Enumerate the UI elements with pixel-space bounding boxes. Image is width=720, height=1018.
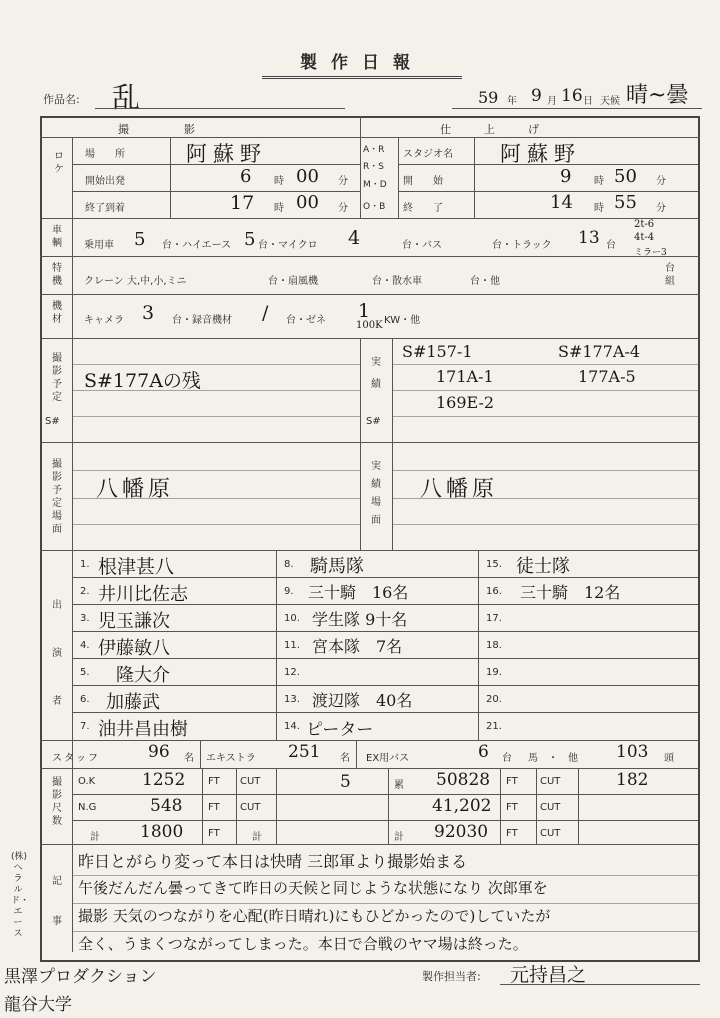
generator-sub: 100K — [356, 320, 383, 331]
code-ob: O・B — [363, 202, 386, 212]
cast-no: 17. — [486, 613, 502, 624]
scene-actual-3: 169E-2 — [436, 393, 495, 412]
scene-actual-label: 実績 — [371, 357, 381, 390]
fan-label: 台・扇風機 — [268, 276, 318, 287]
ok-ft: FT — [208, 776, 220, 787]
vehicles-label: 車輌 — [52, 225, 62, 249]
cast-name: 学生隊 9十名 — [312, 610, 408, 629]
finish-end-hour: 14 — [550, 192, 573, 213]
location-plan-value: 八幡原 — [96, 477, 175, 502]
date-year-unit: 年 — [507, 96, 517, 107]
cum-ft-1: FT — [506, 776, 518, 787]
notes-line: 撮影 天気のつながりを心配(昨日晴れ)にもひどかったので)していたが — [78, 907, 551, 925]
cum-cut-2: CUT — [540, 802, 561, 813]
ok-label: O.K — [78, 776, 96, 787]
cast-no: 10. — [284, 613, 300, 624]
scene-plan-label: 撮影予定 — [52, 353, 62, 403]
cast-name: 井川比佐志 — [98, 584, 188, 605]
camera-value: 3 — [142, 302, 155, 324]
ex-bus-value: 6 — [478, 742, 489, 762]
location-plan-label: 撮影予定場面 — [52, 459, 62, 535]
weather-label: 天候 — [600, 96, 620, 107]
cast-name: 油井昌由樹 — [98, 719, 188, 740]
shooting-header: 撮 影 — [118, 123, 195, 136]
staff-unit: 名 — [184, 753, 194, 764]
location-actual-value: 八幡原 — [420, 477, 499, 502]
extra-label: エキストラ — [206, 753, 256, 764]
micro-value: 4 — [348, 227, 361, 249]
finish-start-hour-unit: 時 — [594, 176, 604, 187]
code-rs: R・S — [363, 162, 384, 172]
depart-min: 00 — [296, 166, 319, 187]
cast-no: 3. — [80, 613, 90, 624]
date-underline — [452, 108, 702, 109]
cast-no: 7. — [80, 721, 90, 732]
studio-value: 阿蘇野 — [500, 142, 581, 166]
special-right-label: 台組 — [665, 263, 675, 287]
cast-no: 21. — [486, 721, 502, 732]
total-value: 1800 — [140, 822, 184, 842]
producer-label: 製作担当者: — [422, 970, 481, 983]
cast-no: 4. — [80, 640, 90, 651]
notes-line: 全く、うまくつながってしまった。本日で合戦のヤマ場は終った。 — [78, 935, 528, 953]
cum-total-label: 計 — [394, 832, 404, 843]
company-stamp: (株)ヘラルド・エース — [11, 852, 30, 939]
code-ar: A・R — [363, 145, 385, 155]
scene-actual-5: 177A-5 — [578, 367, 636, 386]
cast-name: 加藤武 — [106, 692, 160, 713]
footage-label: 撮影尺数 — [52, 777, 62, 827]
date-day: 16 — [561, 86, 583, 106]
ng-ft: FT — [208, 802, 220, 813]
crane-label: クレーン 大,中,小,ミニ — [84, 276, 187, 287]
work-title-value: 乱 — [112, 81, 141, 114]
cast-no: 12. — [284, 667, 300, 678]
finish-end-hour-unit: 時 — [594, 203, 604, 214]
finish-end-min-unit: 分 — [656, 203, 666, 214]
scene-actual-2: 171A-1 — [436, 367, 494, 386]
vehicle-note-3: ミラー3 — [634, 248, 667, 258]
cast-no: 6. — [80, 694, 90, 705]
ok-cut-value: 5 — [340, 772, 351, 792]
horse-unit: 頭 — [664, 753, 674, 764]
cast-name: 三十騎 16名 — [308, 583, 409, 602]
code-md: M・D — [363, 180, 387, 190]
watermark-university: 龍谷大学 — [4, 995, 72, 1015]
truck-label: 台・トラック — [492, 240, 552, 251]
extra-value: 251 — [288, 742, 321, 762]
vehicle-note-2: 4t-4 — [634, 232, 655, 243]
cast-no: 14. — [284, 721, 300, 732]
cast-no: 16. — [486, 586, 502, 597]
finish-start-label: 開 始 — [403, 176, 443, 187]
cast-name: ピーター — [306, 720, 374, 740]
cast-name: 児玉謙次 — [98, 611, 170, 632]
notes-label: 記事 — [52, 876, 62, 927]
camera-label: キャメラ — [84, 315, 124, 326]
scene-actual-s-label: S# — [366, 416, 381, 427]
notes-line: 午後だんだん曇ってきて昨日の天候と同じような状態になり 次郎軍を — [78, 879, 548, 897]
ok-cut: CUT — [240, 776, 261, 787]
cast-no: 9. — [284, 586, 294, 597]
staff-label: スタッフ — [52, 753, 100, 764]
car-value: 5 — [134, 229, 146, 250]
work-title-label: 作品名: — [43, 93, 80, 106]
work-title-underline — [95, 108, 345, 109]
hiace-label: 台・ハイエース — [162, 240, 232, 251]
depart-min-unit: 分 — [338, 176, 348, 187]
cast-no: 1. — [80, 559, 90, 570]
ng-value: 548 — [150, 796, 183, 816]
cast-no: 20. — [486, 694, 502, 705]
cumulative-label: 累 — [394, 780, 404, 791]
bus-label: 台・バス — [402, 240, 442, 251]
cast-no: 2. — [80, 586, 90, 597]
scene-actual-1: S#157-1 — [402, 342, 473, 361]
finish-end-label: 終 了 — [403, 203, 443, 214]
finishing-header: 仕 上 げ — [440, 123, 539, 136]
date-day-unit: 日 — [583, 96, 593, 107]
staff-value: 96 — [148, 742, 170, 762]
cumulative-1: 50828 — [436, 770, 491, 790]
ok-value: 1252 — [142, 770, 186, 790]
hiace-value: 5 — [244, 229, 256, 250]
recorder-value: / — [262, 302, 269, 324]
ex-bus-label: EX用バス — [366, 753, 410, 764]
truck-unit: 台 — [606, 240, 616, 251]
finish-start-hour: 9 — [560, 166, 572, 187]
scene-actual-4: S#177A-4 — [558, 342, 641, 361]
special-label: 特機 — [52, 263, 62, 287]
horse-value: 103 — [616, 742, 649, 762]
cast-label: 出演者 — [52, 600, 62, 707]
cast-no: 5. — [80, 667, 90, 678]
total-label: 計 — [90, 832, 100, 843]
cast-name: 根津甚八 — [98, 556, 175, 578]
arrive-min-unit: 分 — [338, 203, 348, 214]
cast-name: 宮本隊 7名 — [312, 637, 403, 656]
cast-no: 11. — [284, 640, 300, 651]
ex-bus-unit: 台 — [502, 753, 512, 764]
place-label: 場 所 — [85, 149, 125, 160]
extra-unit: 名 — [340, 753, 350, 764]
cast-name: 渡辺隊 40名 — [312, 691, 413, 710]
cast-name: 騎馬隊 — [310, 556, 364, 577]
generator-value: 1 — [358, 300, 371, 322]
studio-label: スタジオ名 — [403, 149, 453, 160]
location-actual-label: 実績場面 — [371, 461, 381, 526]
cast-name: 徒士隊 — [516, 556, 570, 577]
cumulative-cut: 182 — [616, 770, 649, 790]
cast-name: 三十騎 12名 — [520, 583, 621, 602]
cast-no: 18. — [486, 640, 502, 651]
truck-value: 13 — [578, 228, 600, 248]
cast-name: 伊藤敏八 — [98, 638, 170, 659]
arrive-hour: 17 — [230, 192, 255, 214]
date-month: 9 — [531, 86, 542, 106]
vehicle-note-1: 2t-6 — [634, 219, 655, 230]
depart-hour-unit: 時 — [274, 176, 284, 187]
cum-cut-3: CUT — [540, 828, 561, 839]
depart-label: 開始出発 — [85, 176, 125, 187]
kw-label: KW・他 — [384, 315, 421, 326]
arrive-label: 終了到着 — [85, 203, 125, 214]
cast-name: 隆大介 — [116, 665, 170, 686]
cum-ft-2: FT — [506, 802, 518, 813]
scene-plan-value: S#177Aの残 — [84, 370, 201, 392]
cum-ft-3: FT — [506, 828, 518, 839]
place-value: 阿蘇野 — [186, 142, 267, 166]
generator-label: 台・ゼネ — [286, 315, 326, 326]
cumulative-3: 92030 — [434, 822, 489, 842]
watermark-production: 黒澤プロダクション — [4, 967, 157, 987]
finish-start-min: 50 — [614, 166, 637, 187]
cast-no: 15. — [486, 559, 502, 570]
other-label: 台・他 — [470, 276, 500, 287]
date-year: 59 — [478, 88, 499, 107]
cast-no: 19. — [486, 667, 502, 678]
date-month-unit: 月 — [547, 96, 557, 107]
finish-end-min: 55 — [614, 192, 637, 213]
ng-label: N.G — [78, 802, 97, 813]
weather-value: 晴~曇 — [626, 83, 689, 108]
location-side-label: ロケ — [54, 151, 64, 175]
equipment-label: 機材 — [52, 301, 62, 325]
arrive-min: 00 — [296, 192, 319, 213]
horse-label: 馬 ・ 他 — [528, 753, 578, 764]
cast-no: 13. — [284, 694, 300, 705]
ng-cut: CUT — [240, 802, 261, 813]
sprinkler-label: 台・散水車 — [372, 276, 422, 287]
page-title: 製作日報 — [262, 48, 462, 79]
producer-value: 元持昌之 — [510, 964, 587, 986]
finish-start-min-unit: 分 — [656, 176, 666, 187]
cum-cut-1: CUT — [540, 776, 561, 787]
total-cut-label: 計 — [252, 832, 262, 843]
micro-label: 台・マイクロ — [258, 240, 318, 251]
notes-line: 昨日とがらり変って本日は快晴 三郎軍より撮影始まる — [78, 852, 468, 871]
car-label: 乗用車 — [84, 240, 114, 251]
cast-no: 8. — [284, 559, 294, 570]
cumulative-2: 41,202 — [432, 796, 492, 816]
arrive-hour-unit: 時 — [274, 203, 284, 214]
depart-hour: 6 — [240, 166, 252, 187]
recorder-label: 台・録音機材 — [172, 315, 232, 326]
scene-plan-s-label: S# — [45, 416, 60, 427]
total-ft: FT — [208, 828, 220, 839]
